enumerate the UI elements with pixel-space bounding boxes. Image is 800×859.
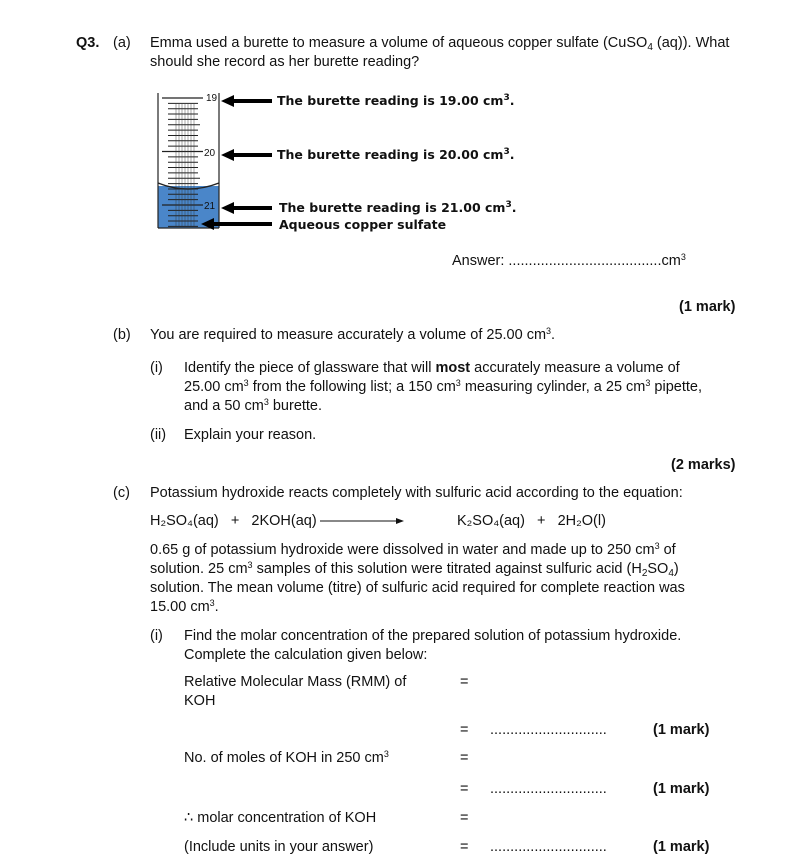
marks-moles: (1 mark) <box>653 781 710 797</box>
marks-b: (2 marks) <box>671 457 736 473</box>
equals-rmm-answer: = <box>460 722 469 738</box>
part-a-line2: should she record as her burette reading? <box>150 54 420 70</box>
part-a-line1: Emma used a burette to measure a volume of aqueous copper sulfate (CuSO$_4$ (aq)). What <box>150 35 730 53</box>
part-c-p4: 15.00 $cm^3$. <box>150 598 219 615</box>
reading-option-19: The burette reading is 19.00 $cm^3$. <box>277 93 515 108</box>
scale-label-20: 20 <box>204 148 216 159</box>
part-c-i-label: (i) <box>150 628 163 644</box>
moles-label: No. of moles of KOH in 250 $cm^3$ <box>184 749 389 766</box>
reading-arrow-21 <box>221 202 272 214</box>
part-c-label: (c) <box>113 485 130 501</box>
liquid-arrow <box>201 218 272 230</box>
rmm-label-line2: KOH <box>184 693 216 709</box>
part-b-i-line3: and a 50 $cm^3$ burette. <box>184 397 323 414</box>
reading-option-20: The burette reading is 20.00 $cm^3$. <box>277 147 515 162</box>
liquid-label: Aqueous copper sulfate <box>279 217 447 232</box>
reading-arrow-20 <box>221 149 272 161</box>
part-a-label: (a) <box>113 35 131 51</box>
moles-answer-field[interactable]: ............................. <box>490 781 607 797</box>
marks-a: (1 mark) <box>679 299 736 315</box>
part-c-i-line2: Complete the calculation given below: <box>184 647 428 663</box>
part-b-i-label: (i) <box>150 360 163 376</box>
equation-products: K₂SO₄(aq) + 2H₂O(l) <box>457 513 606 529</box>
part-b-i-line1: Identify the piece of glassware that will most accurately measure a volume of <box>184 360 680 376</box>
question-number: Q3. <box>76 35 100 51</box>
part-c-p1: 0.65 g of potassium hydroxide were dissolved in water and made up to 250 $cm^3$ of <box>150 541 676 558</box>
rmm-answer-field[interactable]: ............................. <box>490 722 607 738</box>
rmm-label-line1: Relative Molecular Mass (RMM) of <box>184 674 407 690</box>
equals-concentration-answer: = <box>460 839 469 855</box>
equals-moles: = <box>460 750 469 766</box>
scale-label-21: 21 <box>204 201 216 212</box>
reading-arrow-19 <box>221 95 272 107</box>
concentration-label: ∴ molar concentration of KOH <box>184 810 377 826</box>
units-note: (Include units in your answer) <box>184 839 374 855</box>
answer-a[interactable]: Answer: $......................................cm^3$ <box>452 252 686 269</box>
equals-moles-answer: = <box>460 781 469 797</box>
part-c-p3: solution. The mean volume (titre) of sulfuric acid required for complete reaction was <box>150 580 685 596</box>
marks-concentration: (1 mark) <box>653 839 710 855</box>
equals-concentration: = <box>460 810 469 826</box>
part-c-i-line1: Find the molar concentration of the prepared solution of potassium hydroxide. <box>184 628 682 644</box>
part-b-label: (b) <box>113 327 131 343</box>
part-b-ii-text: Explain your reason. <box>184 427 317 443</box>
equals-rmm: = <box>460 674 469 690</box>
reading-option-21: The burette reading is 21.00 $cm^3$. <box>279 200 517 215</box>
part-c-p2: solution. 25 $cm^3$ samples of this solution were titrated against sulfuric acid $(H_2SO_4)$ <box>150 560 679 579</box>
equation-reactants: H₂SO₄(aq) + 2KOH(aq) <box>150 513 317 529</box>
marks-rmm: (1 mark) <box>653 722 710 738</box>
part-b-i-line2: 25.00 $cm^3$ from the following list; a 150 $cm^3$ measuring cylinder, a 25 $cm^3$ pipette, <box>184 378 702 395</box>
part-b-intro: You are required to measure accurately a volume of 25.00 $cm^3$. <box>150 326 556 343</box>
part-b-ii-label: (ii) <box>150 427 167 443</box>
concentration-answer-field[interactable]: ............................. <box>490 839 607 855</box>
scale-label-19: 19 <box>206 93 218 104</box>
part-c-intro: Potassium hydroxide reacts completely with sulfuric acid according to the equation: <box>150 485 683 501</box>
